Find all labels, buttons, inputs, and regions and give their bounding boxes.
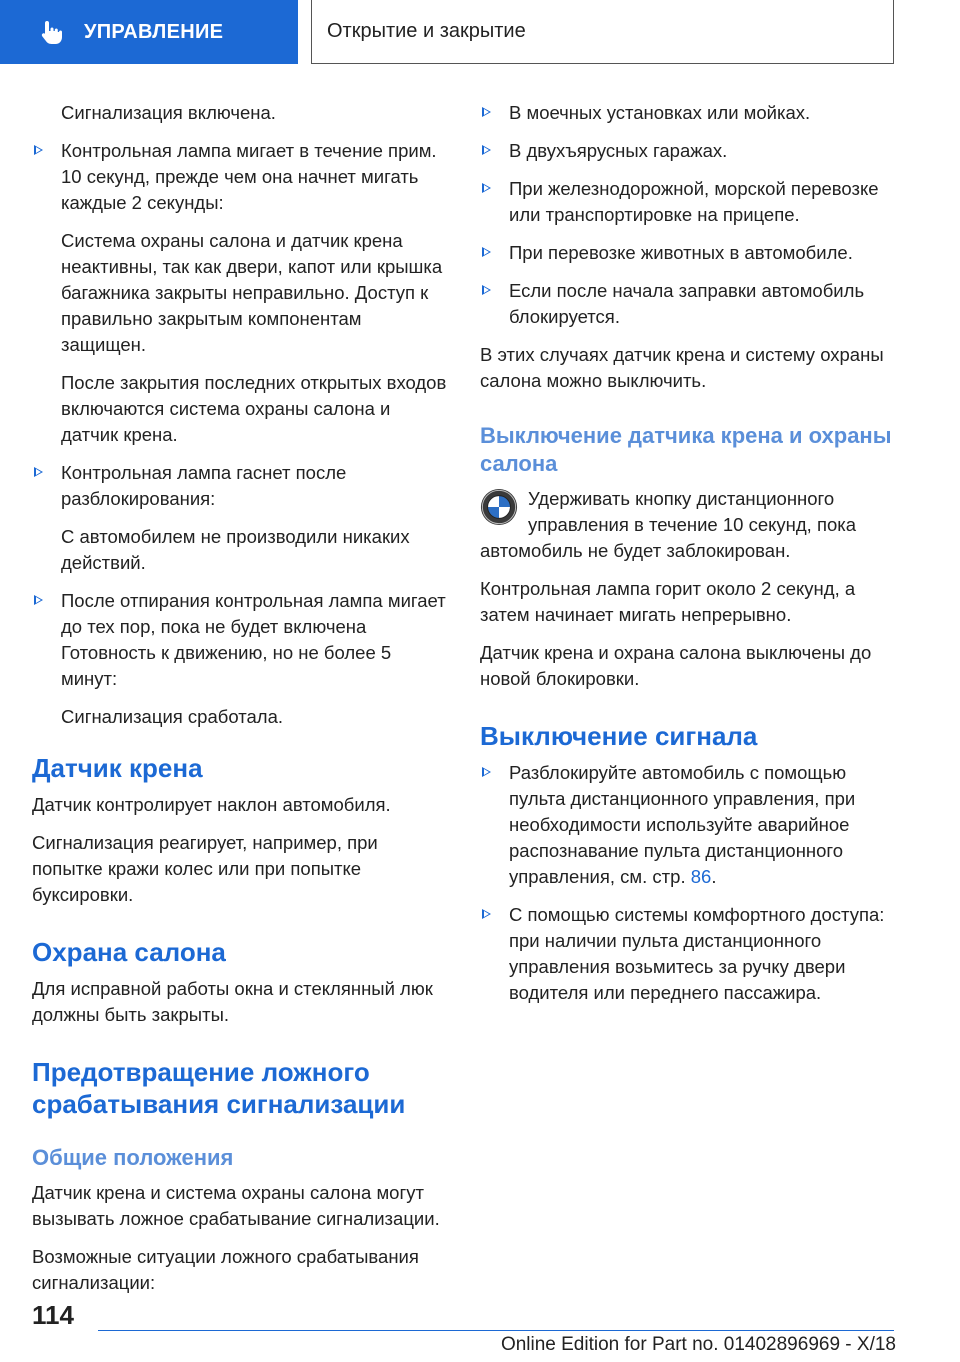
bullet-triangle-icon — [34, 595, 43, 605]
list-item-text: . — [711, 866, 717, 887]
list-item-text: В двухъярусных гаражах. — [509, 140, 728, 161]
paragraph: Датчик контролирует наклон автомобиля. — [32, 794, 391, 815]
list-item-text: Контрольная лампа мигает в течение прим. 10 секунд, прежде чем она начнет мигать каждые 2 секунды: — [61, 140, 437, 213]
hand-pointer-icon — [38, 18, 66, 46]
list-item-text: В моечных установках или мойках. — [509, 102, 811, 123]
heading-general: Общие положения — [32, 1145, 234, 1170]
right-column — [480, 100, 900, 1018]
list-item-text: С помощью системы комфортного доступа: при наличии пульта дистанционного управления возьмитесь за ручку двери водителя или переднего пассажира. — [509, 904, 885, 1003]
list-item — [480, 240, 900, 266]
list-item — [480, 278, 900, 330]
paragraph: Сигнализация сработала. — [61, 706, 284, 727]
bullet-triangle-icon — [34, 145, 43, 155]
list-item — [480, 176, 900, 228]
list-item — [480, 902, 900, 1006]
left-column — [32, 100, 450, 1308]
list-item-text: При железнодорожной, морской перевозке или транспортировке на прицепе. — [509, 178, 879, 225]
chapter-title: Открытие и закрытие — [327, 20, 526, 42]
paragraph: Сигнализация включена. — [61, 102, 276, 123]
bullet-triangle-icon — [482, 767, 491, 777]
footer-divider — [98, 1330, 894, 1331]
paragraph: В этих случаях датчик крена и систему охраны салона можно выключить. — [480, 344, 884, 391]
page-link[interactable]: 86 — [690, 866, 712, 887]
bullet-triangle-icon — [482, 145, 491, 155]
list-item-text: Разблокируйте автомобиль с помощью пульта дистанционного управления, при необходимости используйте аварийное распознавание пульта дистанционного управления, см. стр. — [509, 762, 856, 887]
paragraph: Для исправной работы окна и стеклянный люк должны быть закрыты. — [32, 978, 433, 1025]
section-tab — [0, 0, 298, 64]
heading-disable-tilt-and-interior: Выключение датчика крена и охраны салона — [480, 423, 892, 476]
heading-tilt-sensor: Датчик крена — [32, 753, 203, 783]
bullet-triangle-icon — [34, 467, 43, 477]
list-item-text: После отпирания контрольная лампа мигает до тех пор, пока не будет включена Готовность к движению, но не более 5 минут: — [61, 590, 446, 689]
paragraph: Датчик крена и система охраны салона могут вызывать ложное срабатывание сигнализации. — [32, 1182, 440, 1229]
chapter-header — [311, 0, 894, 64]
list-item — [32, 588, 450, 692]
paragraph: Датчик крена и охрана салона выключены до новой блокировки. — [480, 642, 872, 689]
paragraph: Система охраны салона и датчик крена неактивны, так как двери, капот или крышка багажника закрыты неправильно. Доступ к правильно закрытым компонентам защищен. — [61, 230, 443, 355]
list-item — [480, 760, 900, 890]
heading-false-alarm: Предотвращение ложного срабатывания сигнализации — [32, 1057, 406, 1119]
list-item-text: Если после начала заправки автомобиль блокируется. — [509, 280, 865, 327]
paragraph: Контрольная лампа горит около 2 секунд, а затем начинает мигать непрерывно. — [480, 578, 856, 625]
bullet-triangle-icon — [482, 247, 491, 257]
bullet-triangle-icon — [482, 285, 491, 295]
bullet-triangle-icon — [482, 183, 491, 193]
list-item — [480, 138, 900, 164]
section-label: УПРАВЛЕНИЕ — [84, 20, 224, 43]
paragraph: Возможные ситуации ложного срабатывания сигнализации: — [32, 1246, 419, 1293]
page-number: 114 — [32, 1300, 74, 1330]
paragraph: Сигнализация реагирует, например, при попытке кражи колес или при попытке буксировки. — [32, 832, 378, 905]
bmw-logo-icon — [480, 488, 518, 526]
list-item — [32, 460, 450, 512]
heading-disable-alarm: Выключение сигнала — [480, 721, 758, 751]
list-item — [480, 100, 900, 126]
list-item — [32, 138, 450, 216]
paragraph-with-icon — [480, 486, 900, 564]
list-item-text: При перевозке животных в автомобиле. — [509, 242, 853, 263]
bullet-triangle-icon — [482, 107, 491, 117]
bullet-triangle-icon — [482, 909, 491, 919]
list-item-text: Контрольная лампа гаснет после разблокирования: — [61, 462, 347, 509]
paragraph: С автомобилем не производили никаких действий. — [61, 526, 410, 573]
paragraph: После закрытия последних открытых входов включаются система охраны салона и датчик крена. — [61, 372, 447, 445]
heading-interior-protection: Охрана салона — [32, 937, 226, 967]
paragraph-text: Удерживать кнопку дистанционного управления в течение 10 секунд, пока автомобиль не будет заблокирован. — [480, 488, 857, 561]
footer-edition: Online Edition for Part no. 01402896969 - X/18 — [500, 1334, 896, 1355]
